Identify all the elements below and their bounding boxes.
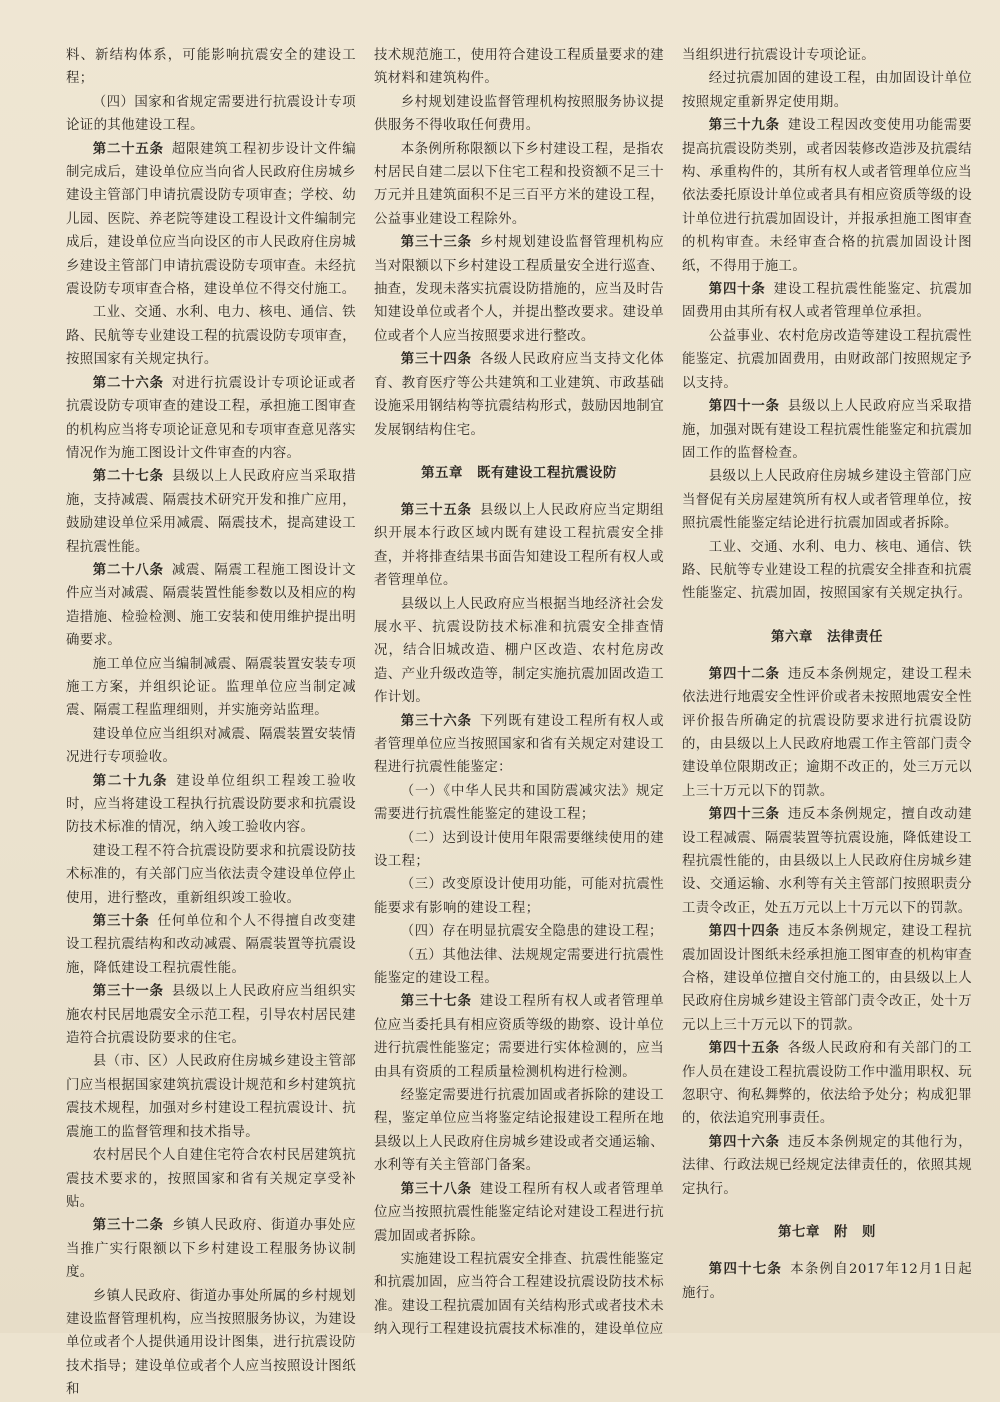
body-paragraph	[682, 465, 972, 535]
body-paragraph	[66, 653, 356, 723]
article-number: 第三十六条	[400, 712, 472, 729]
article-paragraph	[66, 910, 356, 980]
article-text: 建设工程因改变使用功能需要提高抗震设防类别，或者因装修改造涉及抗震结构、承重构件的，其所有权人或者管理单位应当依法委托原设计单位或者具有相应资质等级的设计单位进行抗震加固设计，并报承担施工图审查的机构审查。未经审查合格的抗震加固设计图纸，不得用于施工。	[682, 118, 973, 274]
article-text: 乡镇人民政府、街道办事处应当推广实行限额以下乡村建设工程服务协议制度。	[66, 1218, 357, 1281]
body-paragraph	[66, 840, 356, 910]
article-text: 各级人民政府和有关部门的工作人员在建设工程抗震设防工作中滥用职权、玩忽职守、徇私舞弊的，依法给予处分；构成犯罪的，依法追究刑事责任。	[682, 1041, 973, 1127]
article-text: （三）改变原设计使用功能，可能对抗震性能要求有影响的建设工程；	[374, 877, 664, 916]
article-text: 公益事业、农村危房改造等建设工程抗震性能鉴定、抗震加固费用，由财政部门按照规定予以支持。	[682, 328, 972, 391]
article-number: 第三十条	[92, 913, 150, 930]
body-paragraph	[374, 920, 664, 943]
article-paragraph	[682, 1037, 972, 1131]
article-paragraph	[682, 803, 972, 920]
article-text: 工业、交通、水利、电力、核电、通信、铁路、民航等专业建设工程的抗震设防专项审查，按照国家有关规定执行。	[66, 305, 356, 368]
article-number: 第二十六条	[92, 374, 164, 391]
article-text: 对进行抗震设计专项论证或者抗震设防专项审查的建设工程，承担施工图审查的机构应当将专项论证意见和专项审查意见落实情况作为施工图设计文件审查的内容。	[66, 375, 357, 461]
body-paragraph	[374, 780, 664, 827]
article-number: 第四十四条	[708, 923, 780, 940]
article-text: 县级以上人民政府应当采取措施，支持减震、隔震技术研究开发和推广应用，鼓励建设单位采用减震、隔震技术，提高建设工程抗震性能。	[66, 469, 357, 555]
article-text: 下列既有建设工程所有权人或者管理单位应当按照国家和省有关规定对建设工程进行抗震性能鉴定：	[374, 713, 665, 776]
article-text: 县级以上人民政府住房城乡建设主管部门应当督促有关房屋建筑所有权人或者管理单位，按照抗震性能鉴定结论进行抗震加固或者拆除。	[682, 469, 972, 532]
body-paragraph	[374, 593, 664, 710]
column-middle	[374, 44, 665, 1338]
article-text: 经鉴定需要进行抗震加固或者拆除的建设工程，鉴定单位应当将鉴定结论报建设工程所在地县级以上人民政府住房城乡建设或者交通运输、水利等有关主管部门备案。	[374, 1088, 664, 1174]
article-text: 施工单位应当编制减震、隔震装置安装专项施工方案，并组织论证。监理单位应当制定减震、隔震工程监理细则，并实施旁站监理。	[66, 656, 356, 719]
article-text: （一）《中华人民共和国防震减灾法》规定需要进行抗震性能鉴定的建设工程；	[374, 783, 664, 823]
article-text: 超限建筑工程初步设计文件编制完成后，建设单位应当向省人民政府住房城乡建设主管部门申请抗震设防专项审查；学校、幼儿园、医院、养老院等建设工程设计文件编制完成后，建设单位应当向设区的市人民政府住房城乡建设主管部门申请抗震设防专项审查。未经抗震设防专项审查合格，建设单位不得交付施工。	[66, 141, 357, 298]
article-number: 第三十五条	[400, 501, 472, 518]
article-text: 技术规范施工，使用符合建设工程质量要求的建筑材料和建筑构件。	[374, 48, 664, 87]
article-text: 任何单位和个人不得擅自改变建设工程抗震结构和改动减震、隔震装置等抗震设施，降低建设工程抗震性能。	[66, 914, 356, 976]
article-paragraph	[682, 1131, 972, 1201]
article-number: 第四十五条	[708, 1040, 780, 1057]
article-text: 本条例所称限额以下乡村建设工程，是指农村居民自建二层以下住宅工程和投资额不足三十万元并且建筑面积不足三百平方米的建设工程，公益事业建设工程除外。	[374, 141, 664, 227]
body-paragraph	[66, 301, 356, 371]
article-paragraph	[66, 980, 356, 1050]
article-paragraph	[66, 770, 356, 840]
article-text: 建设工程所有权人或者管理单位应当委托具有相应资质等级的勘察、设计单位进行抗震性能鉴定；需要进行实体检测的，应当由具有资质的工程质量检测机构进行检测。	[374, 994, 665, 1080]
article-text: 经过抗震加固的建设工程，由加固设计单位按照规定重新界定使用期。	[682, 71, 972, 110]
article-text: 违反本条例规定，擅自改动建设工程减震、隔震装置等抗震设施，降低建设工程抗震性能的，由县级以上人民政府住房城乡建设、交通运输、水利等有关主管部门按照职责分工责令改正，处五万元以上十万元以下的罚款。	[682, 807, 973, 916]
article-paragraph	[66, 138, 356, 302]
body-paragraph	[682, 67, 972, 114]
article-number: 第三十二条	[92, 1217, 164, 1234]
body-paragraph	[66, 91, 356, 138]
body-paragraph	[66, 1050, 356, 1144]
body-paragraph	[66, 723, 356, 770]
article-text: 减震、隔震工程施工图设计文件应当对减震、隔震装置性能参数以及相应的构造措施、检验检测、施工安装和使用维护提出明确要求。	[66, 562, 357, 649]
article-text: （四）国家和省规定需要进行抗震设计专项论证的其他建设工程。	[66, 94, 356, 134]
article-number: 第四十六条	[708, 1133, 780, 1150]
article-paragraph	[682, 920, 972, 1037]
article-text: 违反本条例规定，建设工程抗震加固设计图纸未经承担施工图审查的机构审查合格，建设单位擅自交付施工的，由县级以上人民政府住房城乡建设主管部门责令改正，处十万元以上三十万元以下的罚款。	[682, 924, 973, 1033]
article-number: 第四十二条	[708, 665, 780, 682]
article-text: 料、新结构体系，可能影响抗震安全的建设工程；	[66, 48, 356, 87]
body-paragraph	[682, 325, 972, 395]
article-text: 县级以上人民政府应当定期组织开展本行政区域内既有建设工程抗震安全排查，并将排查结果书面告知建设工程所有权人或者管理单位。	[374, 502, 665, 589]
article-text: 违反本条例规定，建设工程未依法进行地震安全性评价或者未按照地震安全性评价报告所确定的抗震设防要求进行抗震设防的，由县级以上人民政府地震工作主管部门责令建设单位限期改正；逾期不改正的，处三万元以上三十万元以下的罚款。	[682, 666, 973, 799]
article-text: 建设工程所有权人或者管理单位应当按照抗震性能鉴定结论对建设工程进行抗震加固或者拆除。	[374, 1181, 665, 1244]
article-text: 建设工程不符合抗震设防要求和抗震设防技术标准的，有关部门应当依法责令建设单位停止使用，进行整改，重新组织竣工验收。	[66, 843, 356, 906]
article-text: （五）其他法律、法规规定需要进行抗震性能鉴定的建设工程。	[374, 947, 664, 987]
body-paragraph	[66, 1144, 356, 1214]
article-number: 第三十七条	[400, 993, 472, 1010]
article-text: 农村居民个人自建住宅符合农村民居建筑抗震技术要求的，按照国家和省有关规定享受补贴。	[66, 1148, 356, 1210]
body-paragraph	[374, 1084, 664, 1178]
article-paragraph	[682, 1258, 972, 1305]
article-paragraph	[682, 663, 972, 803]
article-number: 第四十七条	[708, 1261, 783, 1278]
article-text: 乡村规划建设监督管理机构应当对限额以下乡村建设工程质量安全进行巡查、抽查，发现未落实抗震设防措施的，应当及时告知建设单位或者个人，并提出整改要求。建设单位或者个人应当按照要求进行整改。	[374, 235, 665, 344]
article-text: 县级以上人民政府应当采取措施，加强对既有建设工程抗震性能鉴定和抗震加固工作的监督检查。	[682, 399, 973, 461]
article-number: 第三十四条	[400, 351, 472, 368]
body-paragraph	[374, 944, 664, 991]
article-text: 乡镇人民政府、街道办事处所属的乡村规划建设监督管理机构，应当按照服务协议，为建设单位或者个人提供通用设计图集，进行抗震设防技术指导；建设单位或者个人应当按照设计图纸和	[66, 1288, 356, 1398]
article-paragraph	[682, 278, 972, 325]
article-text: 各级人民政府应当支持文化体育、教育医疗等公共建筑和工业建筑、市政基础设施采用钢结构等抗震结构形式，鼓励因地制宜发展钢结构住宅。	[374, 352, 665, 438]
article-number: 第四十条	[708, 281, 766, 298]
body-paragraph	[682, 44, 972, 67]
article-text: 本条例自2017年12月1日起施行。	[682, 1262, 972, 1301]
chapter-heading: 第五章 既有建设工程抗震设防	[421, 464, 617, 481]
article-text: 县（市、区）人民政府住房城乡建设主管部门应当根据国家建筑抗震设计规范和乡村建筑抗震技术规程，加强对乡村建设工程抗震设计、抗震施工的监督管理和技术指导。	[66, 1054, 356, 1140]
article-number: 第四十一条	[708, 398, 780, 415]
article-paragraph	[682, 395, 972, 465]
body-paragraph	[66, 44, 356, 91]
chapter-heading: 第七章 附 则	[778, 1224, 876, 1241]
article-text: 建设工程抗震性能鉴定、抗震加固费用由其所有权人或者管理单位承担。	[682, 282, 972, 321]
chapter-heading: 第六章 法律责任	[771, 628, 883, 645]
article-paragraph	[66, 372, 356, 466]
body-paragraph	[374, 138, 664, 232]
article-text: 建设单位应当组织对减震、隔震装置安装情况进行专项验收。	[66, 726, 356, 766]
article-paragraph	[374, 990, 664, 1084]
body-paragraph	[374, 44, 664, 91]
article-number: 第二十五条	[92, 140, 164, 157]
article-number: 第二十八条	[92, 561, 164, 578]
body-paragraph	[66, 1285, 356, 1402]
article-paragraph	[374, 348, 664, 442]
columns	[66, 44, 973, 1398]
article-text: 县级以上人民政府应当根据当地经济社会发展水平、抗震设防技术标准和抗震安全排查情况，结合旧城改造、棚户区改造、农村危房改造、产业升级改造等，制定实施抗震加固改造工作计划。	[374, 596, 664, 706]
body-paragraph	[374, 873, 664, 920]
article-paragraph	[66, 559, 356, 653]
article-paragraph	[374, 499, 664, 593]
body-paragraph	[682, 536, 972, 606]
article-number: 第三十八条	[400, 1180, 472, 1197]
article-paragraph	[374, 710, 664, 780]
article-number: 第四十三条	[708, 806, 780, 823]
article-text: （二）达到设计使用年限需要继续使用的建设工程；	[374, 830, 664, 869]
article-paragraph	[374, 1178, 664, 1248]
article-text: 实施建设工程抗震安全排查、抗震性能鉴定和抗震加固，应当符合工程建设抗震设防技术标准。建设工程抗震加固有关结构形式或者技术未纳入现行工程建设抗震技术标准的，建设单位应	[374, 1251, 664, 1338]
article-paragraph	[66, 465, 356, 559]
column-left	[66, 44, 357, 1398]
article-text: 乡村规划建设监督管理机构按照服务协议提供服务不得收取任何费用。	[374, 94, 664, 134]
article-paragraph	[374, 231, 664, 348]
article-number: 第三十三条	[400, 234, 472, 251]
article-text: （四）存在明显抗震安全隐患的建设工程；	[400, 924, 663, 940]
body-paragraph	[374, 1248, 664, 1342]
article-text: 违反本条例规定的其他行为，法律、行政法规已经规定法律责任的，依照其规定执行。	[682, 1134, 973, 1197]
article-text: 工业、交通、水利、电力、核电、通信、铁路、民航等专业建设工程的抗震安全排查和抗震性能鉴定、抗震加固，按照国家有关规定执行。	[682, 539, 972, 602]
article-number: 第三十九条	[708, 117, 780, 134]
article-text: 县级以上人民政府应当组织实施农村民居地震安全示范工程，引导农村居民建造符合抗震设防要求的住宅。	[66, 984, 357, 1047]
body-paragraph	[374, 91, 664, 138]
article-text: 建设单位组织工程竣工验收时，应当将建设工程执行抗震设防要求和抗震设防技术标准的情况，纳入竣工验收内容。	[66, 773, 356, 836]
article-number: 第三十一条	[92, 983, 164, 1000]
article-paragraph	[66, 1214, 356, 1284]
body-paragraph	[374, 827, 664, 874]
article-number: 第二十七条	[92, 468, 164, 485]
column-right	[682, 44, 972, 1313]
article-number: 第二十九条	[92, 772, 169, 789]
article-text: 当组织进行抗震设计专项论证。	[682, 48, 876, 63]
article-paragraph	[682, 114, 972, 278]
